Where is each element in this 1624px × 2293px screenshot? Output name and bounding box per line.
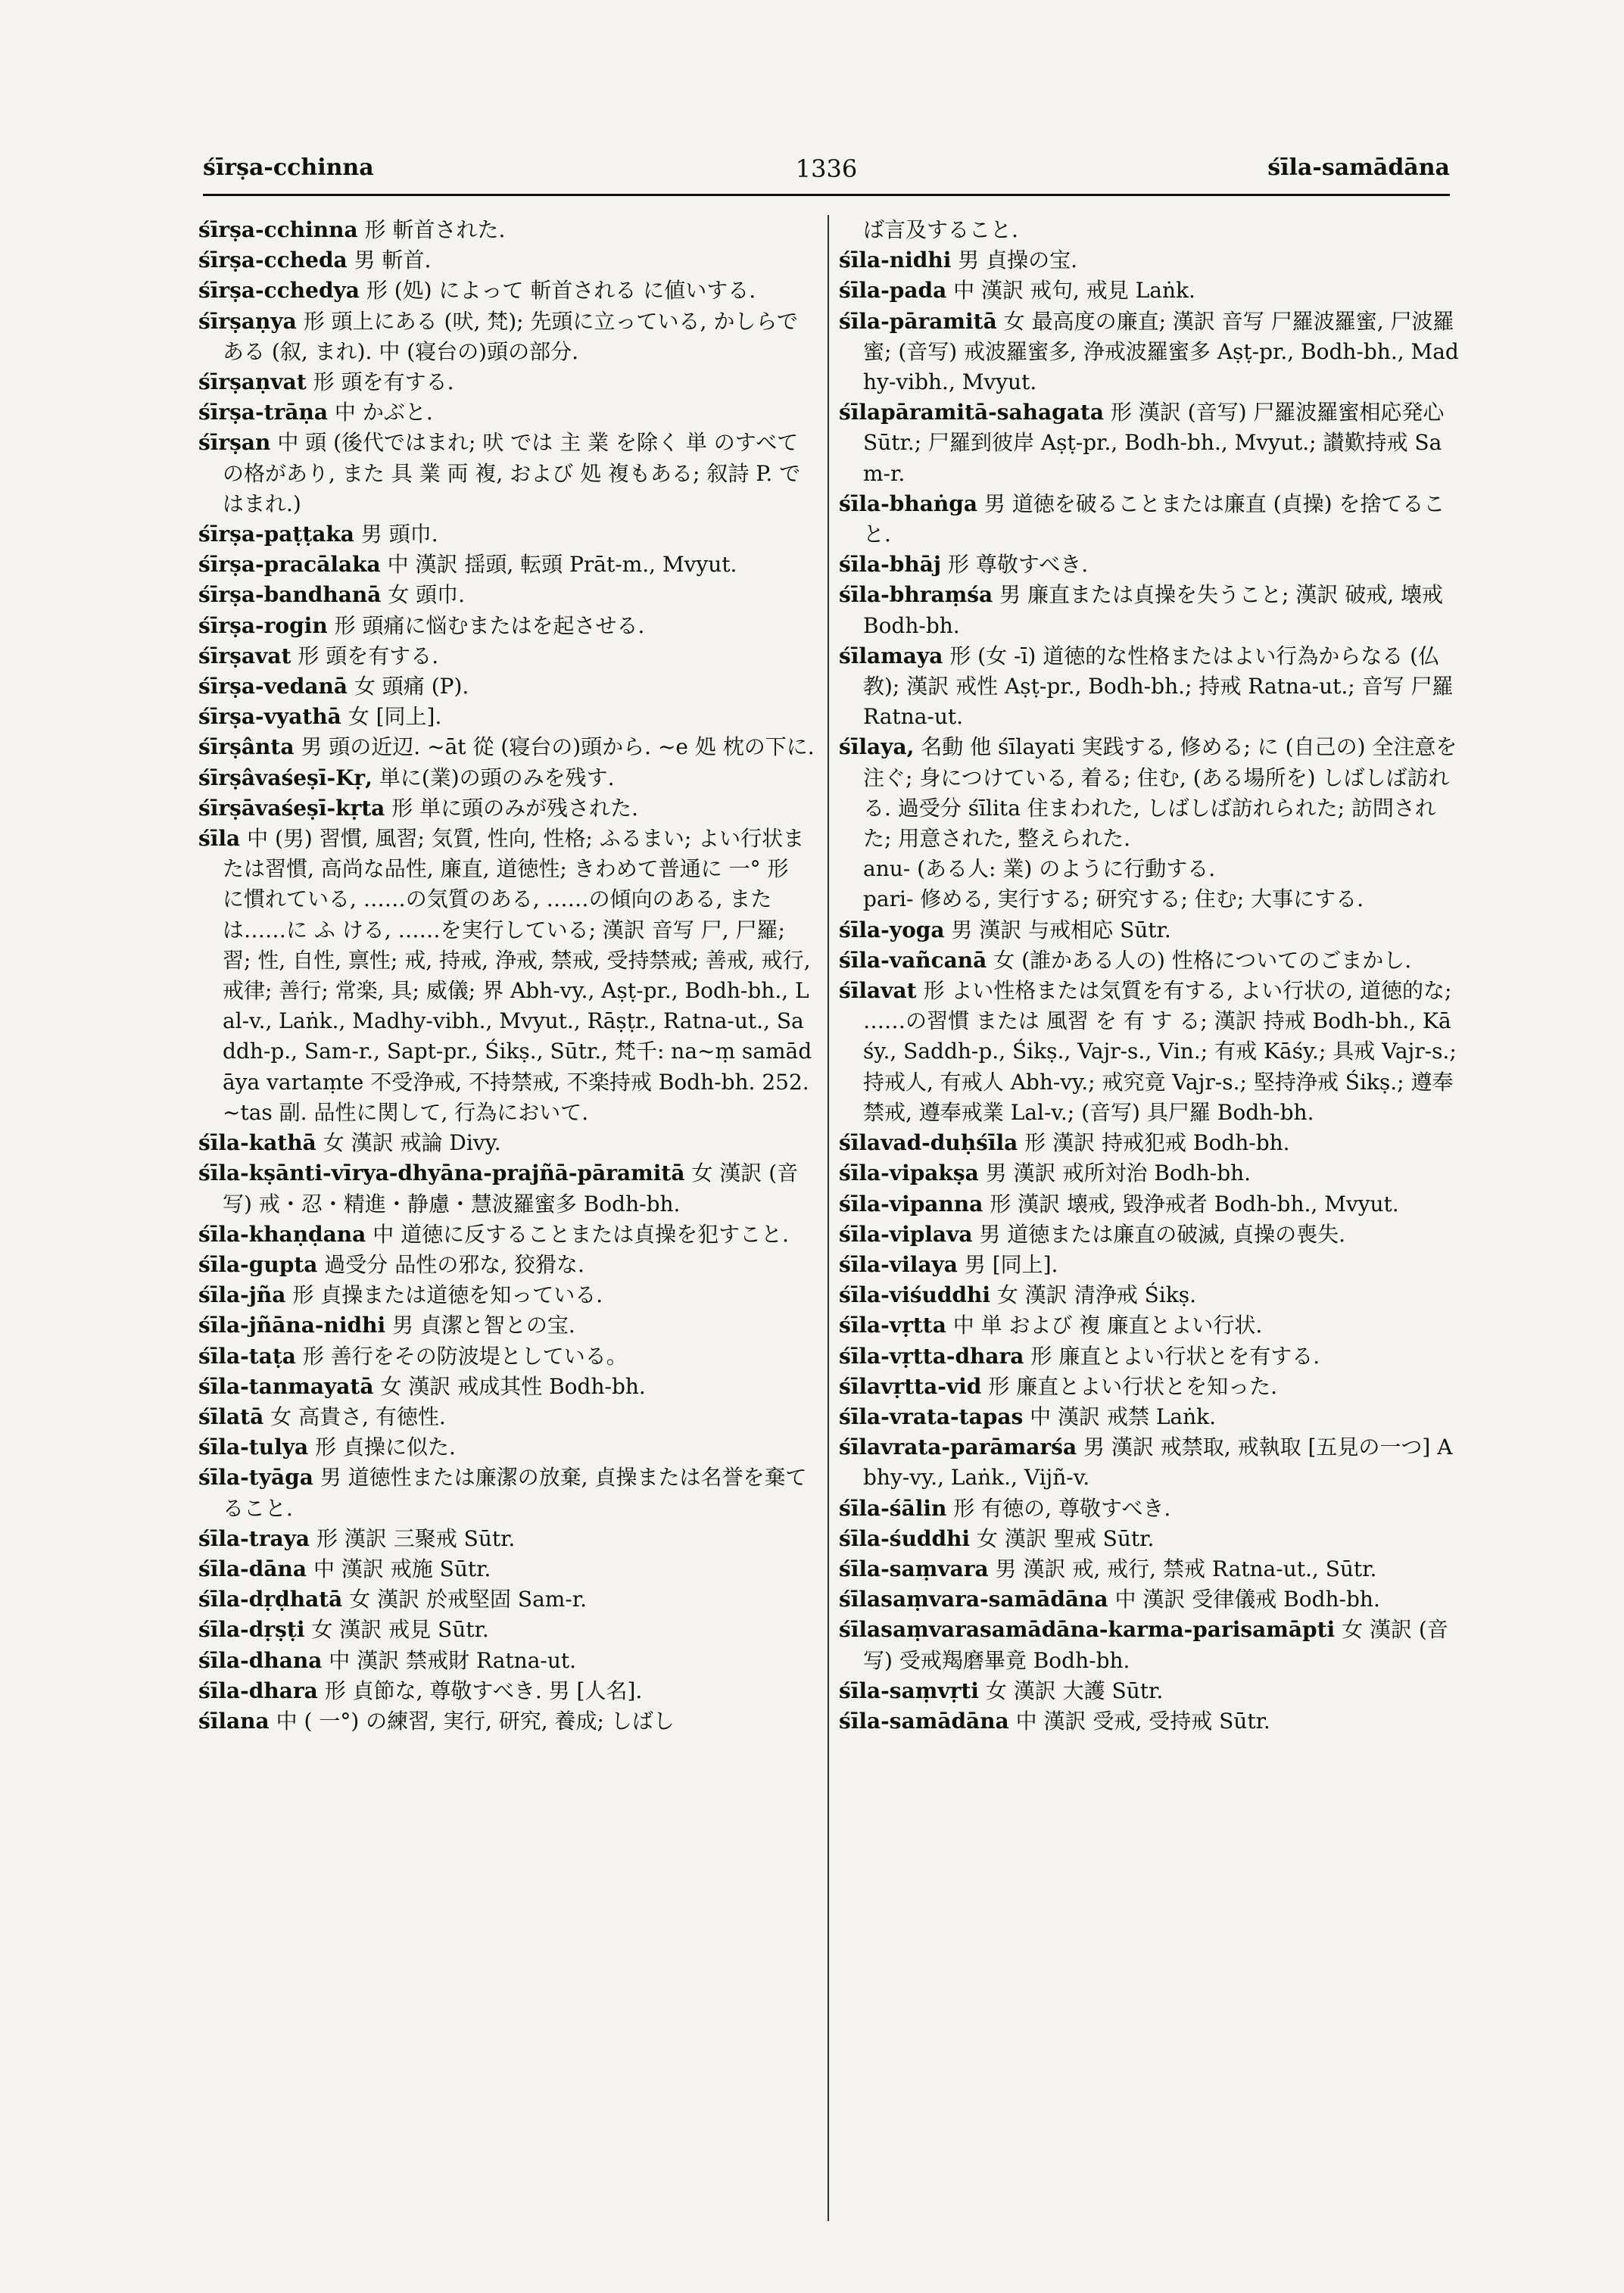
dictionary-entry	[839, 550, 1461, 580]
entry-headword: śīrṣa-pracālaka	[198, 552, 381, 578]
entry-definition: 女 高貴さ, 有徳性.	[270, 1404, 446, 1429]
entry-definition: 中 漢訳 受律儀戒 Bodh-bh.	[1114, 1587, 1380, 1612]
entry-headword: śīla-khaṇḍana	[198, 1221, 366, 1247]
entry-definition: 男 漢訳 戒所対治 Bodh-bh.	[985, 1161, 1252, 1186]
entry-definition: 名動 他 śīlayati 実践する, 修める; に (自己の) 全注意を注ぐ; 身につけている, 着る; 住む, (ある場所を) しばしば訪れる. 過受分 śīlita 住まわれた, しばしば訪れられた; 訪問された; 用意された, 整えられた.	[863, 734, 1457, 852]
dictionary-entry	[839, 1158, 1461, 1189]
entry-definition: 中 漢訳 戒句, 戒見 Laṅk.	[953, 278, 1195, 304]
dictionary-entry	[198, 550, 816, 580]
entry-headword: śīrṣa-paṭṭaka	[198, 522, 354, 547]
dictionary-entry	[198, 1402, 816, 1432]
dictionary-entry	[198, 641, 816, 671]
dictionary-entry	[839, 884, 1461, 914]
entry-definition: 過受分 品性の邪な, 狡猾な.	[324, 1251, 584, 1277]
entry-definition: 形 漢訳 三聚戒 Sūtr.	[316, 1525, 516, 1551]
entry-headword: śīla-śālin	[839, 1495, 947, 1521]
dictionary-entry	[198, 1220, 816, 1250]
entry-definition: 男 漢訳 戒禁取, 戒執取 [五見の一つ] Abhy-vy., Laṅk., Vijñ-v.	[863, 1435, 1453, 1491]
dictionary-entry	[198, 428, 816, 519]
entry-headword: śīla-viplava	[839, 1221, 973, 1247]
entry-definition: 中 頭 (後代ではまれ; 吠 では 主 業 を除く 単 のすべての格があり, また 具 業 両 複, および 処 複もある; 叙詩 P. ではまれ.)	[223, 430, 801, 516]
entry-headword: śīla-vipanna	[839, 1191, 983, 1217]
dictionary-entry	[839, 580, 1461, 640]
dictionary-entry	[198, 793, 816, 824]
entry-definition: 男 頭巾.	[360, 522, 438, 547]
entry-definition: 男 廉直または貞操を失うこと; 漢訳 破戒, 壊戒 Bodh-bh.	[863, 582, 1444, 638]
dictionary-entry	[839, 276, 1461, 306]
entry-definition: 男 道徳または廉直の破滅, 貞操の喪失.	[979, 1221, 1345, 1247]
entry-headword: śīla-dṛḍhatā	[198, 1587, 343, 1612]
entry-headword: śīla-dhana	[198, 1647, 323, 1673]
dictionary-entry	[198, 1128, 816, 1158]
entry-headword: śīla-dṛṣṭi	[198, 1617, 305, 1643]
dictionary-entry	[839, 245, 1461, 276]
entry-headword: śīla-bhraṃśa	[839, 582, 993, 608]
dictionary-entry	[839, 1615, 1461, 1675]
dictionary-entry	[198, 1372, 816, 1402]
entry-definition: 女 漢訳 戒成其性 Bodh-bh.	[380, 1373, 646, 1399]
entry-headword: śīrṣaṇvat	[198, 369, 307, 395]
entry-definition: 形 貞操または道徳を知っている.	[292, 1282, 603, 1308]
entry-headword: śīlapāramitā-sahagata	[839, 400, 1104, 425]
entry-headword: śīlasaṃvarasamādāna-karma-parisamāpti	[839, 1617, 1336, 1643]
entry-headword: śīla-vṛtta-dhara	[839, 1343, 1024, 1369]
dictionary-entry	[839, 641, 1461, 733]
entry-headword: śīla-traya	[198, 1525, 310, 1551]
entry-headword: śīla-tyāga	[198, 1465, 313, 1491]
entry-definition: 形 漢訳 持戒犯戒 Bodh-bh.	[1024, 1130, 1290, 1156]
entry-definition: anu- (ある人: 業) のように行動する.	[863, 856, 1216, 882]
entry-definition: 男 漢訳 与戒相応 Sūtr.	[951, 917, 1171, 942]
dictionary-entry	[198, 1706, 816, 1737]
entry-headword: śīla-vṛtta	[839, 1313, 946, 1338]
entry-headword: śīrṣa-rogin	[198, 612, 328, 638]
entry-headword: śīrṣa-cchinna	[198, 217, 358, 242]
entry-definition: 形 尊敬すべき.	[947, 552, 1089, 578]
dictionary-entry	[839, 732, 1461, 854]
entry-definition: 女 (誰かある人の) 性格についてのごまかし.	[993, 947, 1412, 973]
header-right-guideword: śīla-samādāna	[1267, 154, 1450, 181]
entry-definition: 女 漢訳 戒見 Sūtr.	[311, 1617, 489, 1643]
dictionary-entry	[839, 1494, 1461, 1524]
entry-headword: śīla-dhara	[198, 1678, 318, 1703]
entry-headword: śīrṣânta	[198, 734, 295, 760]
entry-headword: śīla-saṃvṛti	[839, 1678, 979, 1703]
entry-headword: śīla-tanmayatā	[198, 1373, 374, 1399]
entry-definition: 中 漢訳 揺頭, 転頭 Prāt-m., Mvyut.	[387, 552, 737, 578]
dictionary-entry	[198, 1158, 816, 1219]
dictionary-entry	[839, 397, 1461, 489]
dictionary-entry	[198, 763, 816, 793]
entry-headword: śīla-gupta	[198, 1251, 318, 1277]
entry-definition: 中 漢訳 戒禁 Laṅk.	[1030, 1404, 1217, 1429]
entry-headword: śīla-bhaṅga	[839, 491, 977, 516]
entry-headword: śīlana	[198, 1708, 270, 1734]
entry-definition: 女 漢訳 清浄戒 Śikṣ.	[996, 1282, 1196, 1308]
entry-definition: 女 漢訳 戒論 Divy.	[323, 1130, 501, 1156]
dictionary-entry	[839, 854, 1461, 884]
entry-definition: pari- 修める, 実行する; 研究する; 住む; 大事にする.	[863, 886, 1364, 912]
entry-headword: śīla-jña	[198, 1282, 286, 1308]
dictionary-entry	[839, 1706, 1461, 1737]
dictionary-entry	[198, 1524, 816, 1554]
entry-definition: ば言及すること.	[863, 217, 1018, 242]
dictionary-entry	[198, 1341, 816, 1372]
dictionary-entry	[198, 276, 816, 306]
dictionary-entry	[198, 671, 816, 702]
dictionary-entry	[839, 1280, 1461, 1310]
entry-definition: 中 漢訳 戒施 Sūtr.	[313, 1556, 491, 1581]
entry-headword: śīla-pada	[839, 278, 947, 304]
entry-definition: 形 有徳の, 尊敬すべき.	[953, 1495, 1171, 1521]
dictionary-entry	[839, 1554, 1461, 1584]
entry-definition: 女 最高度の廉直; 漢訳 音写 尸羅波羅蜜, 尸波羅蜜; (音写) 戒波羅蜜多, 浄戒波羅蜜多 Aṣṭ-pr., Bodh-bh., Madhy-vibh., Mvyut.	[863, 308, 1459, 395]
entry-headword: śīla-kathā	[198, 1130, 316, 1156]
entry-definition: 形 (処) によって 斬首される に値いする.	[366, 278, 756, 304]
dictionary-entry	[839, 1220, 1461, 1250]
dictionary-entry	[198, 1676, 816, 1706]
entry-definition: 形 頭上にある (吠, 梵); 先頭に立っている, かしらである (叙, まれ). 中 (寝台の)頭の部分.	[223, 308, 799, 364]
entry-definition: 男 斬首.	[354, 248, 432, 273]
dictionary-entry	[198, 215, 816, 245]
entry-headword: śīrṣa-trāṇa	[198, 400, 329, 425]
entry-headword: śīrṣāvaśeṣī-kṛta	[198, 795, 385, 821]
dictionary-entry	[198, 732, 816, 762]
entry-definition: 形 貞節な, 尊敬すべき. 男 [人名].	[324, 1678, 643, 1703]
dictionary-entry	[198, 1250, 816, 1280]
entry-definition: 男 漢訳 戒, 戒行, 禁戒 Ratna-ut., Sūtr.	[995, 1556, 1377, 1581]
entry-headword: śīlavṛtta-vid	[839, 1373, 982, 1399]
entry-definition: 中 (男) 習慣, 風習; 気質, 性向, 性格; ふるまい; よい行状または習慣, 高尚な品性, 廉直, 道徳性; きわめて普通に 一° 形 に慣れている, ……の気質のある, ……の傾向のある, または……に ふ ける, ……を実行している; 漢訳 音写 尸, 尸羅; 習; 性, 自性, 禀性; 戒, 持戒, 浄戒, 禁戒, 受持禁戒; 善戒, 戒行, 戒律; 善行; 常楽, 具; 威儀; 界 Abh-vy., Aṣṭ-pr., Bodh-bh., Lal-v., Laṅk., Madhy-vibh., Mvyut., Rāṣṭr., Ratna-ut., Saddh-p., Sam-r., Sapt-pr., Śikṣ., Sūtr., 梵千: na~ṃ samādāya vartaṃte 不受浄戒, 不持禁戒, 不楽持戒 Bodh-bh. 252. ~tas 副. 品性に関して, 行為において.	[223, 826, 812, 1125]
entry-headword: śīlavrata-parāmarśa	[839, 1435, 1077, 1460]
page-number: 1336	[795, 154, 858, 183]
entry-headword: śīla-tulya	[198, 1435, 309, 1460]
entry-definition: 形 単に頭のみが残された.	[391, 795, 639, 821]
entry-definition: 形 善行をその防波堤としている。	[302, 1343, 628, 1369]
entry-definition: 男 [同上].	[964, 1251, 1058, 1277]
entry-headword: śīrṣa-cchedya	[198, 278, 360, 304]
entry-headword: śīlasaṃvara-samādāna	[839, 1587, 1108, 1612]
entry-definition: 女 頭痛 (P).	[354, 674, 469, 699]
entry-headword: śīrṣaṇya	[198, 308, 297, 334]
entry-headword: śīla-taṭa	[198, 1343, 296, 1369]
dictionary-entry	[839, 1341, 1461, 1372]
dictionary-entry	[198, 1432, 816, 1463]
entry-definition: 形 斬首された.	[364, 217, 506, 242]
dictionary-entry	[839, 1372, 1461, 1402]
dictionary-entry	[198, 1310, 816, 1341]
entry-headword: śīlamaya	[839, 643, 943, 668]
dictionary-entry	[198, 1554, 816, 1584]
dictionary-entry	[839, 976, 1461, 1128]
dictionary-entry	[198, 1584, 816, 1615]
dictionary-entry	[839, 1432, 1461, 1493]
dictionary-entry	[198, 397, 816, 428]
dictionary-entry	[839, 1524, 1461, 1554]
entry-definition: 女 [同上].	[348, 704, 442, 730]
entry-definition: 男 貞操の宝.	[958, 248, 1078, 273]
dictionary-entry	[839, 1584, 1461, 1615]
entry-definition: 形 廉直とよい行状とを知った.	[988, 1373, 1278, 1399]
entry-headword: śīrṣâvaśeṣī-Kṛ,	[198, 765, 372, 790]
entry-headword: śīla-viśuddhi	[839, 1282, 990, 1308]
entry-headword: śīla-śuddhi	[839, 1525, 971, 1551]
dictionary-entry	[198, 580, 816, 610]
entry-definition: 形 頭痛に悩むまたはを起させる.	[334, 612, 645, 638]
entry-definition: 形 貞操に似た.	[315, 1435, 456, 1460]
header-left-guideword: śīrṣa-cchinna	[203, 154, 374, 181]
dictionary-entry	[839, 1676, 1461, 1706]
entry-definition: 中 単 および 複 廉直とよい行状.	[952, 1313, 1263, 1338]
dictionary-entry	[198, 307, 816, 367]
entry-definition: 女 漢訳 (音写) 戒・忍・精進・静慮・慧波羅蜜多 Bodh-bh.	[223, 1161, 799, 1217]
dictionary-entry	[839, 1310, 1461, 1341]
entry-definition: 中 道徳に反することまたは貞操を犯すこと.	[372, 1221, 789, 1247]
left-column	[198, 215, 816, 2259]
dictionary-entry	[839, 307, 1461, 398]
dictionary-entry	[198, 702, 816, 732]
dictionary-entry	[198, 245, 816, 276]
entry-headword: śīlavat	[839, 978, 917, 1004]
entry-headword: śīla-dāna	[198, 1556, 307, 1581]
entry-definition: 形 頭を有する.	[298, 643, 439, 668]
entry-headword: śīla-nidhi	[839, 248, 952, 273]
entry-headword: śīla-yoga	[839, 917, 945, 942]
entry-headword: śīrṣa-bandhanā	[198, 582, 382, 608]
column-divider	[828, 215, 829, 2221]
dictionary-entry	[839, 1402, 1461, 1432]
entry-definition: 形 頭を有する.	[313, 369, 454, 395]
entry-headword: śīrṣa-vyathā	[198, 704, 341, 730]
entry-headword: śīlavad-duḥśīla	[839, 1130, 1018, 1156]
entry-definition: 中 漢訳 受戒, 受持戒 Sūtr.	[1015, 1708, 1270, 1734]
entry-definition: 形 (女 -ī) 道徳的な性格またはよい行為からなる (仏教); 漢訳 戒性 Aṣṭ-pr., Bodh-bh.; 持戒 Ratna-ut.; 音写 尸羅 Ratna-ut.	[863, 643, 1454, 730]
entry-definition: 単に(業)の頭のみを残す.	[379, 765, 615, 790]
dictionary-entry	[198, 824, 816, 1128]
entry-headword: śīlaya,	[839, 734, 915, 760]
entry-definition: 形 漢訳 (音写) 尸羅波羅蜜相応発心 Sūtr.; 尸羅到彼岸 Aṣṭ-pr., Bodh-bh., Mvyut.; 讃歎持戒 Sam-r.	[863, 400, 1445, 486]
entry-headword: śīrṣan	[198, 430, 271, 456]
entry-headword: śīla-samādāna	[839, 1708, 1009, 1734]
entry-definition: 形 よい性格または気質を有する, よい行状の, 道徳的な; ……の習慣 または 風習 を 有 す る; 漢訳 持戒 Bodh-bh., Kāśy., Saddh-p., Śikṣ., Vajr-s., Vin.; 有戒 Kāśy.; 具戒 Vajr-s.; 持戒人, 有戒人 Abh-vy.; 戒究竟 Vajr-s.; 堅持浄戒 Śikṣ.; 遵奉禁戒, 遵奉戒業 Lal-v.; (音写) 具尸羅 Bodh-bh.	[863, 978, 1457, 1125]
entry-headword: śīla-vañcanā	[839, 947, 987, 973]
entry-definition: 男 道徳を破ることまたは廉直 (貞操) を捨てること.	[863, 491, 1445, 547]
entry-definition: 中 ( 一°) の練習, 実行, 研究, 養成; しばし	[276, 1708, 675, 1734]
entry-definition: 中 漢訳 禁戒財 Ratna-ut.	[329, 1647, 577, 1673]
entry-definition: 女 漢訳 大護 Sūtr.	[985, 1678, 1164, 1703]
dictionary-entry	[839, 1189, 1461, 1220]
entry-headword: śīrṣa-vedanā	[198, 674, 348, 699]
entry-headword: śīlatā	[198, 1404, 264, 1429]
page-header	[203, 148, 1450, 196]
entry-headword: śīla-kṣānti-vīrya-dhyāna-prajñā-pāramitā	[198, 1161, 685, 1186]
dictionary-entry	[198, 1280, 816, 1310]
entry-headword: śīla-jñāna-nidhi	[198, 1313, 386, 1338]
dictionary-entry	[839, 1250, 1461, 1280]
right-column	[839, 215, 1461, 2259]
entry-headword: śīla-vilaya	[839, 1251, 958, 1277]
entry-headword: śīla-pāramitā	[839, 308, 997, 334]
dictionary-entry	[198, 519, 816, 550]
entry-headword: śīrṣa-ccheda	[198, 248, 348, 273]
dictionary-entry	[198, 611, 816, 641]
entry-headword: śīla-vipakṣa	[839, 1161, 979, 1186]
dictionary-entry	[198, 367, 816, 397]
entry-definition: 女 漢訳 (音写) 受戒羯磨畢竟 Bodh-bh.	[863, 1617, 1448, 1673]
entry-headword: śīla-bhāj	[839, 552, 942, 578]
dictionary-entry	[198, 1615, 816, 1645]
entry-headword: śīrṣavat	[198, 643, 291, 668]
entry-definition: 形 廉直とよい行状とを有する.	[1030, 1343, 1320, 1369]
dictionary-entry	[198, 1646, 816, 1676]
entry-definition: 男 道徳性または廉潔の放棄, 貞操または名誉を棄てること.	[223, 1465, 807, 1521]
dictionary-entry	[839, 215, 1461, 245]
dictionary-entry	[839, 489, 1461, 550]
dictionary-entry	[839, 915, 1461, 946]
entry-definition: 女 漢訳 聖戒 Sūtr.	[976, 1525, 1155, 1551]
entry-definition: 中 かぶと.	[334, 400, 433, 425]
entry-headword: śīla	[198, 826, 241, 852]
entry-definition: 男 頭の近辺. ~āt 從 (寝台の)頭から. ~e 処 枕の下に.	[301, 734, 815, 760]
entry-definition: 男 貞潔と智との宝.	[392, 1313, 575, 1338]
entry-definition: 形 漢訳 壊戒, 毀浄戒者 Bodh-bh., Mvyut.	[990, 1191, 1399, 1217]
entry-headword: śīla-vrata-tapas	[839, 1404, 1024, 1429]
entry-definition: 女 頭巾.	[388, 582, 466, 608]
dictionary-entry	[839, 1128, 1461, 1158]
entry-headword: śīla-saṃvara	[839, 1556, 989, 1581]
dictionary-entry	[198, 1463, 816, 1523]
entry-definition: 女 漢訳 於戒堅固 Sam-r.	[349, 1587, 588, 1612]
dictionary-entry	[839, 946, 1461, 976]
